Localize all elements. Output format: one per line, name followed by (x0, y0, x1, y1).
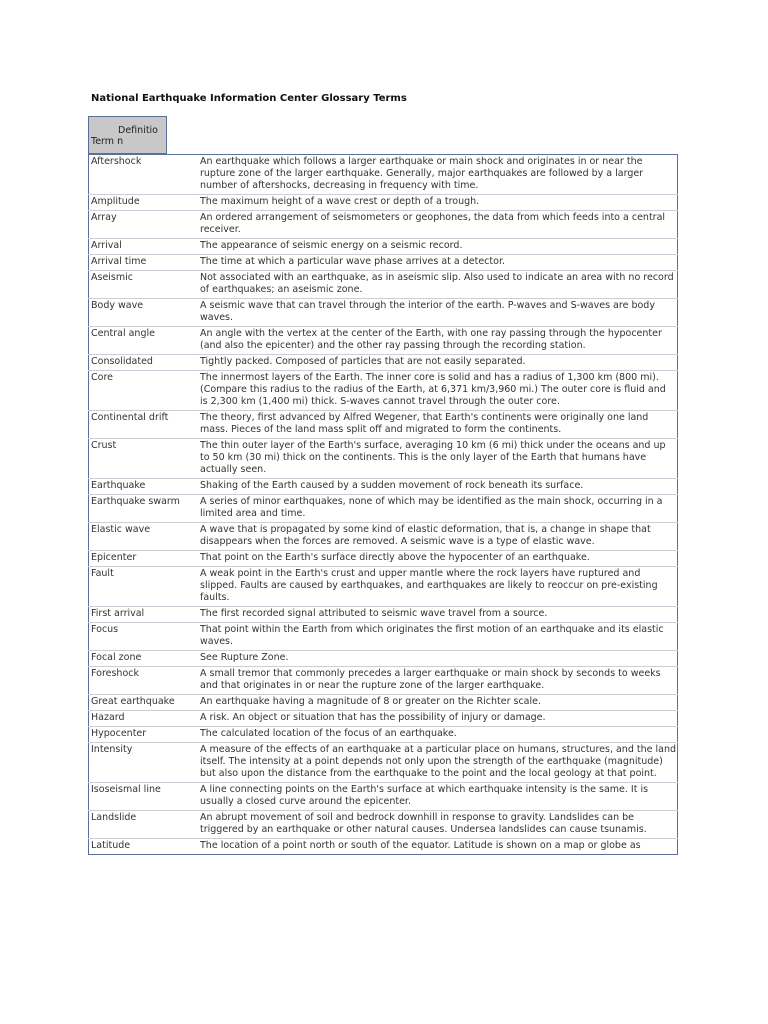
term-cell: Consolidated (89, 355, 199, 371)
definition-cell: A weak point in the Earth's crust and upper mantle where the rock layers have ruptured and slipped. Faults are caused by earthquakes, and earthquakes are likely to reoccur on pre-existing faults. (198, 567, 678, 607)
term-cell: Fault (89, 567, 199, 607)
definition-cell: An ordered arrangement of seismometers or geophones, the data from which feeds into a central receiver. (198, 211, 678, 239)
term-cell: Arrival time (89, 255, 199, 271)
definition-cell: The first recorded signal attributed to seismic wave travel from a source. (198, 607, 678, 623)
definition-cell: Shaking of the Earth caused by a sudden movement of rock beneath its surface. (198, 479, 678, 495)
term-cell: Intensity (89, 743, 199, 783)
table-row (89, 355, 678, 371)
glossary-table (88, 154, 678, 855)
definition-cell: The appearance of seismic energy on a seismic record. (198, 239, 678, 255)
table-row (89, 271, 678, 299)
table-row (89, 211, 678, 239)
term-cell: Arrival (89, 239, 199, 255)
table-row (89, 523, 678, 551)
term-cell: Landslide (89, 811, 199, 839)
term-cell: Aseismic (89, 271, 199, 299)
term-cell: Amplitude (89, 195, 199, 211)
definition-cell: The maximum height of a wave crest or depth of a trough. (198, 195, 678, 211)
table-header (88, 116, 167, 154)
definition-cell: That point on the Earth's surface directly above the hypocenter of an earthquake. (198, 551, 678, 567)
table-row (89, 411, 678, 439)
definition-cell: An earthquake which follows a larger earthquake or main shock and originates in or near the rupture zone of the larger earthquake. Generally, major earthquakes are followed by a larger number of aftershocks, decreasing in frequency with time. (198, 155, 678, 195)
definition-cell: A seismic wave that can travel through the interior of the earth. P-waves and S-waves are body waves. (198, 299, 678, 327)
term-cell: Array (89, 211, 199, 239)
definition-cell: An earthquake having a magnitude of 8 or greater on the Richter scale. (198, 695, 678, 711)
definition-cell: A wave that is propagated by some kind of elastic deformation, that is, a change in shape that disappears when the forces are removed. A seismic wave is a type of elastic wave. (198, 523, 678, 551)
definition-cell: A line connecting points on the Earth's surface at which earthquake intensity is the same. It is usually a closed curve around the epicenter. (198, 783, 678, 811)
definition-cell: The location of a point north or south of the equator. Latitude is shown on a map or globe as (200, 840, 641, 851)
definition-cell: An angle with the vertex at the center of the Earth, with one ray passing through the hypocenter (and also the epicenter) and the other ray passing through the recording station. (198, 327, 678, 355)
term-cell: Epicenter (89, 551, 199, 567)
term-cell: Central angle (89, 327, 199, 355)
term-cell: Earthquake swarm (89, 495, 199, 523)
definition-cell: The thin outer layer of the Earth's surface, averaging 10 km (6 mi) thick under the oceans and up to 50 km (30 mi) thick on the continents. This is the only layer of the Earth that humans have actually seen. (198, 439, 678, 479)
table-row (89, 255, 678, 271)
term-cell: Earthquake (89, 479, 199, 495)
table-row (89, 839, 678, 855)
table-row (89, 667, 678, 695)
definition-cell: See Rupture Zone. (198, 651, 678, 667)
table-row (89, 711, 678, 727)
table-row (89, 567, 678, 607)
table-row (89, 479, 678, 495)
definition-cell: A series of minor earthquakes, none of which may be identified as the main shock, occurring in a limited area and time. (198, 495, 678, 523)
table-row (89, 327, 678, 355)
definition-cell: The innermost layers of the Earth. The inner core is solid and has a radius of 1,300 km (800 mi). (Compare this radius to the radius of the Earth, at 6,371 km/3,960 mi.) The outer core is fluid and is 2,300 km (1,400 mi) thick. S-waves cannot travel through the outer core. (198, 371, 678, 411)
definition-cell: An abrupt movement of soil and bedrock downhill in response to gravity. Landslides can be triggered by an earthquake or other natural causes. Undersea landslides can cause tsunamis. (198, 811, 678, 839)
term-cell: Isoseismal line (89, 783, 199, 811)
term-cell: First arrival (89, 607, 199, 623)
table-row (89, 727, 678, 743)
definition-cell: That point within the Earth from which originates the first motion of an earthquake and its elastic waves. (198, 623, 678, 651)
table-row (89, 623, 678, 651)
table-row (89, 551, 678, 567)
table-row (89, 495, 678, 523)
definition-cell: The theory, first advanced by Alfred Wegener, that Earth's continents were originally one land mass. Pieces of the land mass split off and migrated to form the continents. (198, 411, 678, 439)
page-title: National Earthquake Information Center Glossary Terms (91, 93, 407, 104)
table-row (89, 695, 678, 711)
term-cell: Aftershock (89, 155, 199, 195)
header-definition-wrap: n (117, 136, 124, 147)
glossary-body (89, 155, 678, 855)
term-cell: Great earthquake (89, 695, 199, 711)
definition-cell: The time at which a particular wave phase arrives at a detector. (198, 255, 678, 271)
table-row (89, 811, 678, 839)
term-cell: Elastic wave (89, 523, 199, 551)
definition-cell: The calculated location of the focus of an earthquake. (198, 727, 678, 743)
term-cell: Crust (89, 439, 199, 479)
definition-cell: Not associated with an earthquake, as in aseismic slip. Also used to indicate an area with no record of earthquakes; an aseismic zone. (198, 271, 678, 299)
table-row (89, 195, 678, 211)
term-cell: Core (89, 371, 199, 411)
header-definition-label: Definitio (118, 125, 158, 136)
table-row (89, 439, 678, 479)
header-term-label: Term (91, 136, 115, 147)
term-cell: Focus (89, 623, 199, 651)
table-row (89, 651, 678, 667)
term-cell: Body wave (89, 299, 199, 327)
term-cell: Hazard (89, 711, 199, 727)
term-cell: Foreshock (89, 667, 199, 695)
term-cell: Latitude (91, 840, 131, 851)
table-row (89, 155, 678, 195)
table-row (89, 371, 678, 411)
table-row (89, 783, 678, 811)
definition-cell: A small tremor that commonly precedes a larger earthquake or main shock by seconds to weeks and that originates in or near the rupture zone of the larger earthquake. (198, 667, 678, 695)
term-cell: Focal zone (89, 651, 199, 667)
definition-cell: Tightly packed. Composed of particles that are not easily separated. (198, 355, 678, 371)
table-row (89, 299, 678, 327)
definition-cell: A measure of the effects of an earthquake at a particular place on humans, structures, and the land itself. The intensity at a point depends not only upon the strength of the earthquake (magnitude) but also upon the distance from the earthquake to the point and the local geology at that point. (198, 743, 678, 783)
term-cell: Continental drift (89, 411, 199, 439)
table-row (89, 607, 678, 623)
table-row (89, 743, 678, 783)
table-row (89, 239, 678, 255)
term-cell: Hypocenter (89, 727, 199, 743)
definition-cell: A risk. An object or situation that has the possibility of injury or damage. (198, 711, 678, 727)
